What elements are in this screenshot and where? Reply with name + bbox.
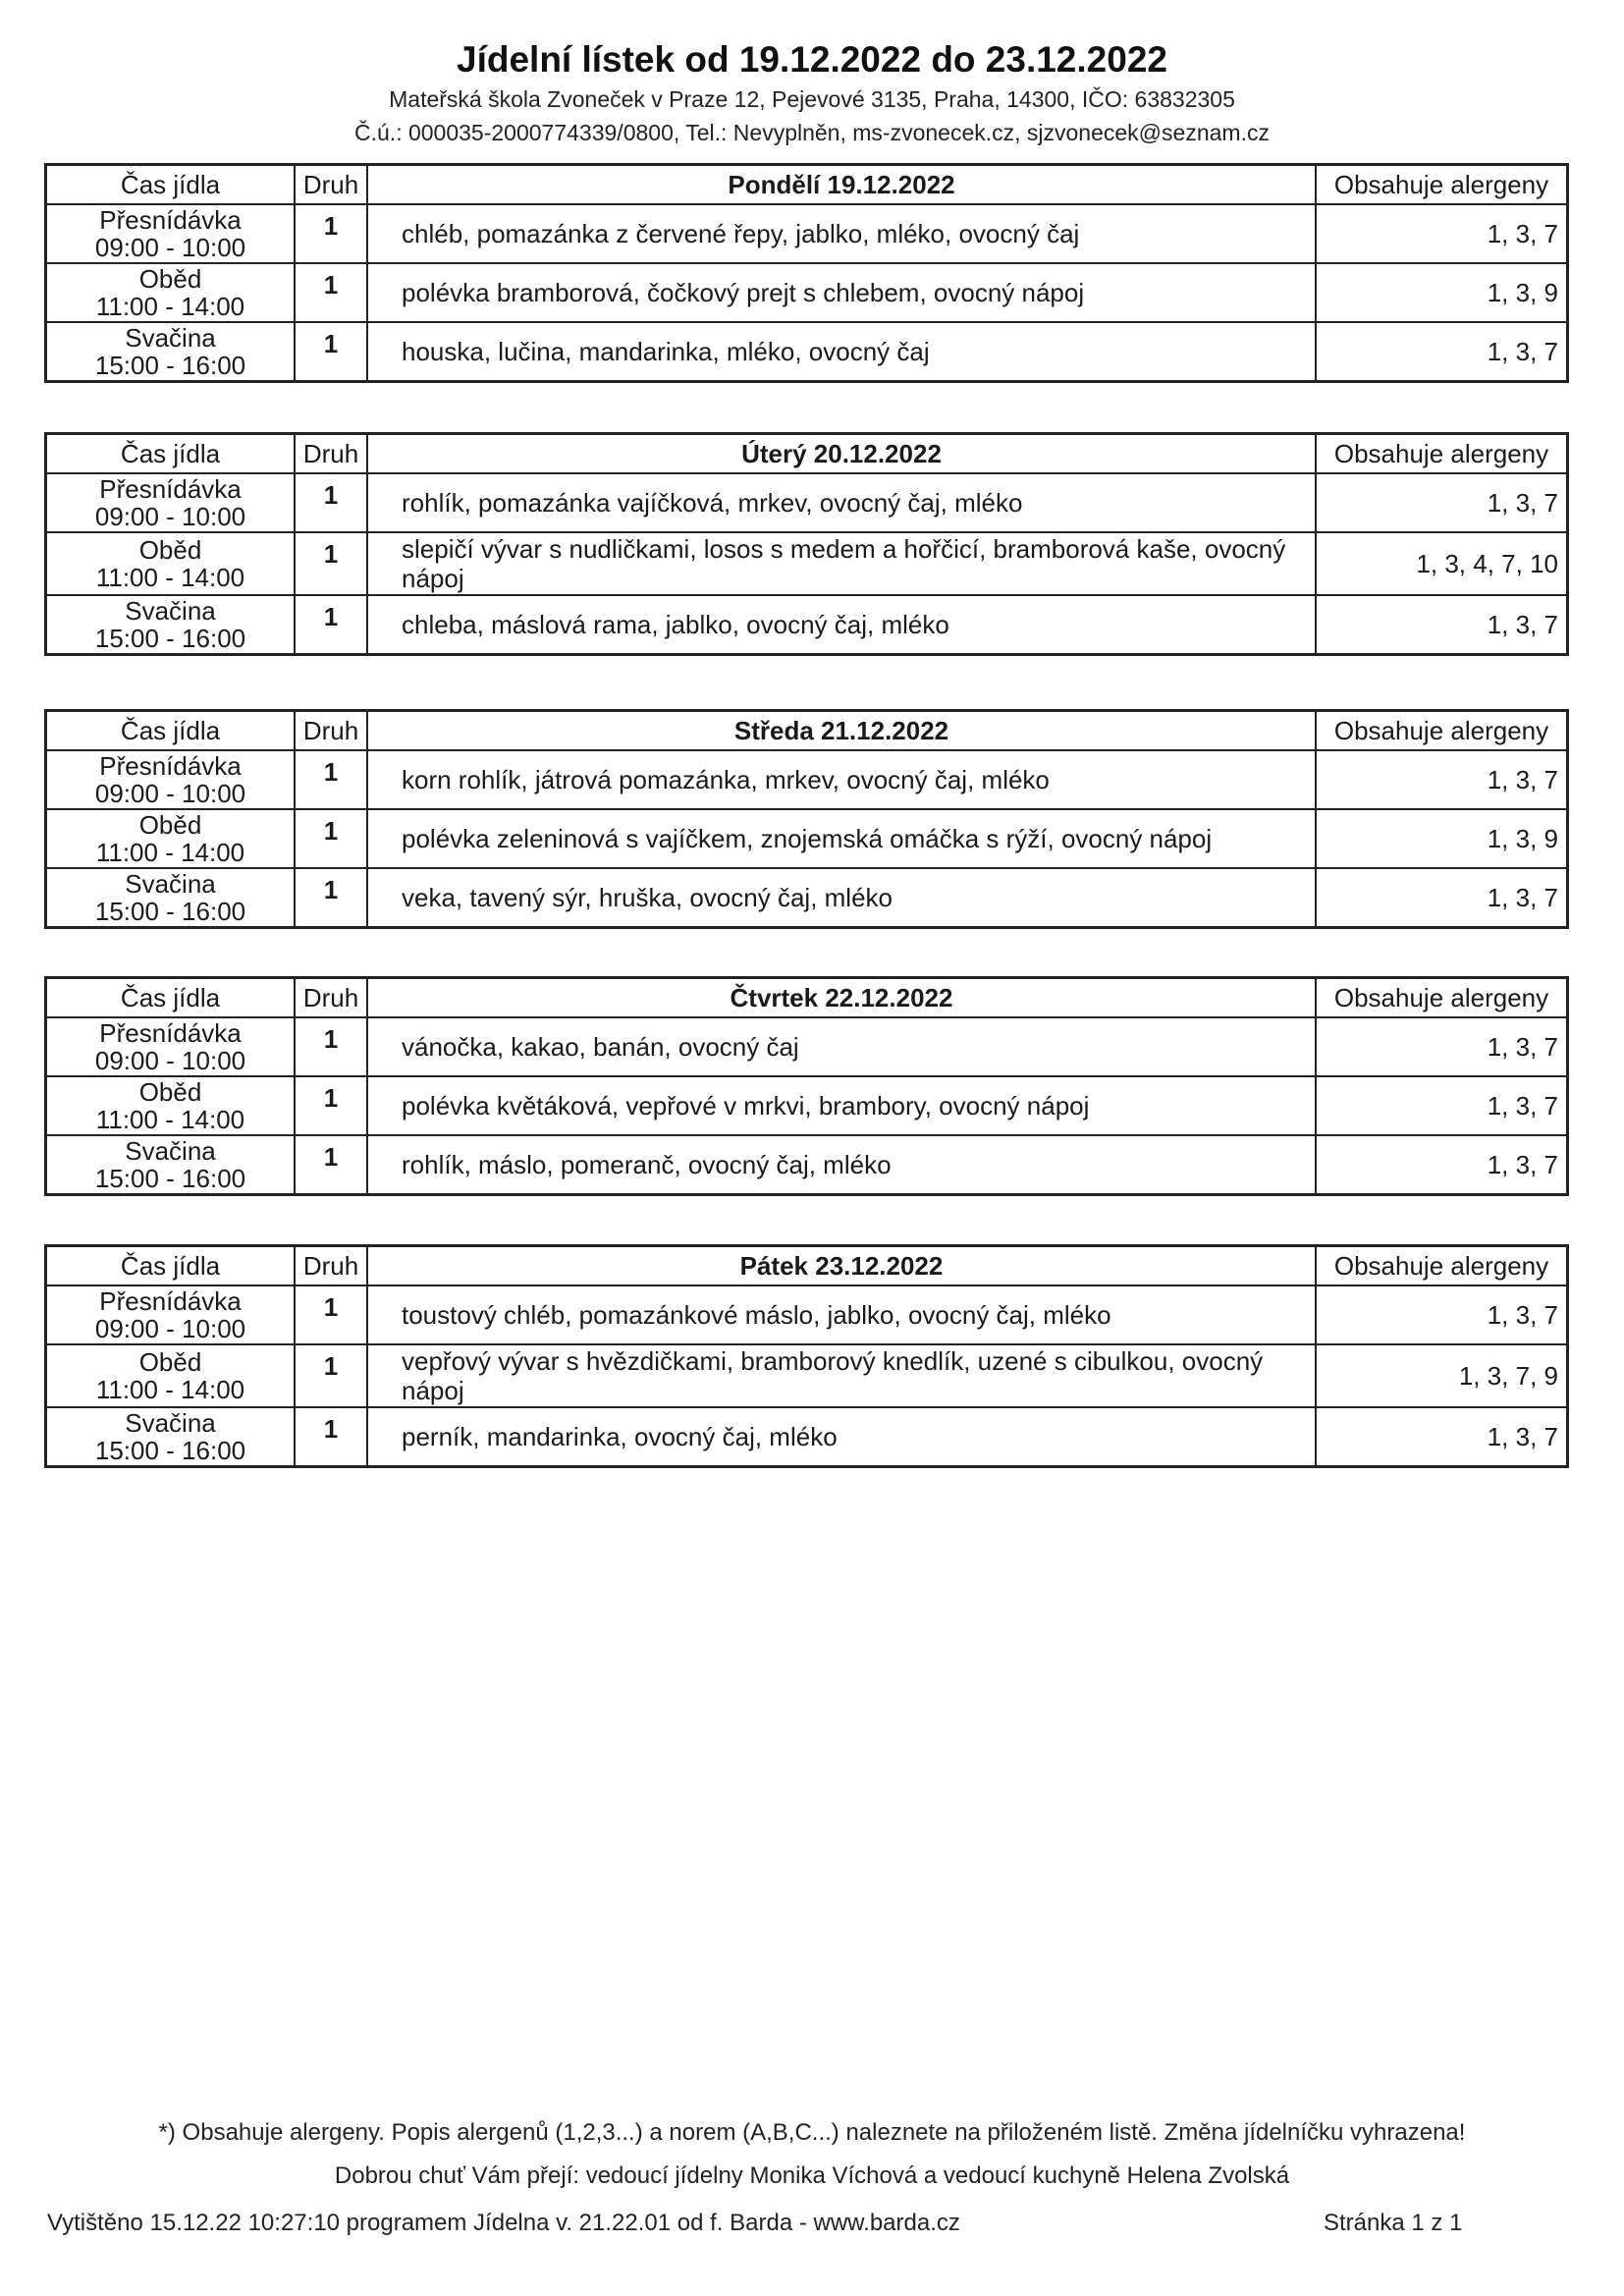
meal-menu-cell [367, 868, 1316, 928]
meal-menu: vánočka, kakao, banán, ovocný čaj [402, 1032, 799, 1062]
meal-time: 11:00 - 14:00 [95, 1375, 245, 1404]
meal-menu-cell [367, 473, 1316, 532]
meal-time: 09:00 - 10:00 [94, 1314, 246, 1343]
meal-menu-cell [367, 532, 1316, 595]
table-row [46, 204, 1568, 263]
column-header-kind: Druh [295, 711, 367, 751]
meal-menu-cell [367, 263, 1316, 322]
column-header-time: Čas jídla [46, 1246, 296, 1286]
meal-allergens: 1, 3, 7 [1316, 750, 1568, 809]
meal-name: Přesnídávka [99, 1286, 242, 1316]
meal-time: 11:00 - 14:00 [95, 292, 245, 321]
column-header-time: Čas jídla [46, 978, 296, 1018]
meal-kind: 1 [323, 270, 339, 300]
meal-kind-cell [295, 1076, 367, 1135]
table-row [46, 1076, 1568, 1135]
meal-kind: 1 [323, 539, 339, 569]
meal-menu-cell [367, 1017, 1316, 1076]
meal-time: 09:00 - 10:00 [94, 233, 246, 262]
column-header-kind: Druh [295, 978, 367, 1018]
meal-menu-cell [367, 595, 1316, 655]
table-row [46, 1135, 1568, 1195]
column-header-kind: Druh [295, 1246, 367, 1286]
column-header-allergens: Obsahuje alergeny [1316, 711, 1568, 751]
table-row [46, 263, 1568, 322]
column-header-time: Čas jídla [46, 165, 296, 205]
meal-time: 15:00 - 16:00 [94, 1436, 246, 1465]
meal-kind-cell [295, 809, 367, 868]
allergen-note: *) Obsahuje alergeny. Popis alergenů (1,2,3...) a norem (A,B,C...) naleznete na přiloženém listě. Změna jídelníčku vyhrazena! [158, 2119, 1466, 2146]
column-header-time: Čas jídla [46, 434, 296, 474]
meal-allergens: 1, 3, 7 [1316, 1076, 1568, 1135]
meal-allergens: 1, 3, 7, 9 [1316, 1344, 1568, 1407]
meal-time-cell [46, 532, 296, 595]
meal-name: Přesnídávka [99, 751, 242, 781]
day-title: Čtvrtek 22.12.2022 [367, 978, 1316, 1018]
meal-time: 15:00 - 16:00 [94, 1164, 246, 1193]
day-title: Pondělí 19.12.2022 [367, 165, 1316, 205]
meal-menu-cell [367, 322, 1316, 382]
meal-kind-cell [295, 322, 367, 382]
page-number: Stránka 1 z 1 [1324, 2210, 1463, 2236]
meal-menu: polévka zeleninová s vajíčkem, znojemská omáčka s rýží, ovocný nápoj [402, 824, 1213, 853]
meal-menu-cell [367, 750, 1316, 809]
meal-allergens: 1, 3, 9 [1316, 809, 1568, 868]
menu-table-wednesday [44, 709, 1569, 929]
meal-allergens: 1, 3, 4, 7, 10 [1316, 532, 1568, 595]
table-row [46, 750, 1568, 809]
meal-menu: korn rohlík, játrová pomazánka, mrkev, ovocný čaj, mléko [402, 765, 1050, 794]
meal-kind-cell [295, 1285, 367, 1344]
day-title: Pátek 23.12.2022 [367, 1246, 1316, 1286]
greeting: Dobrou chuť Vám přejí: vedoucí jídelny Monika Víchová a vedoucí kuchyně Helena Zvolská [334, 2162, 1290, 2189]
meal-menu: houska, lučina, mandarinka, mléko, ovocný čaj [402, 337, 930, 366]
meal-time-cell [46, 750, 296, 809]
meal-name: Oběd [138, 1347, 202, 1377]
meal-time: 15:00 - 16:00 [94, 351, 246, 380]
meal-menu-cell [367, 1076, 1316, 1135]
meal-allergens: 1, 3, 7 [1316, 473, 1568, 532]
meal-name: Oběd [138, 535, 202, 565]
meal-name: Přesnídávka [99, 1018, 242, 1048]
table-row [46, 322, 1568, 382]
meal-kind: 1 [323, 1292, 339, 1322]
meal-allergens: 1, 3, 7 [1316, 1285, 1568, 1344]
meal-name: Svačina [125, 1408, 216, 1438]
column-header-kind: Druh [295, 434, 367, 474]
meal-allergens: 1, 3, 7 [1316, 1407, 1568, 1467]
table-row [46, 473, 1568, 532]
meal-time: 09:00 - 10:00 [94, 502, 246, 531]
meal-allergens: 1, 3, 9 [1316, 263, 1568, 322]
menu-table-monday [44, 163, 1569, 383]
meal-time: 09:00 - 10:00 [94, 779, 246, 808]
meal-time-cell [46, 1076, 296, 1135]
meal-menu: polévka bramborová, čočkový prejt s chlebem, ovocný nápoj [402, 278, 1085, 307]
meal-menu: chléb, pomazánka z červené řepy, jablko, mléko, ovocný čaj [402, 219, 1080, 248]
meal-menu: chleba, máslová rama, jablko, ovocný čaj, mléko [402, 610, 949, 639]
meal-kind-cell [295, 263, 367, 322]
meal-kind-cell [295, 204, 367, 263]
meal-kind-cell [295, 1344, 367, 1407]
meal-name: Oběd [138, 264, 202, 294]
table-row [46, 809, 1568, 868]
meal-menu: toustový chléb, pomazánkové máslo, jablko, ovocný čaj, mléko [402, 1300, 1111, 1330]
meal-kind-cell [295, 595, 367, 655]
meal-time-cell [46, 1285, 296, 1344]
meal-name: Oběd [138, 810, 202, 840]
table-row [46, 1017, 1568, 1076]
document-header [0, 37, 1624, 149]
meal-allergens: 1, 3, 7 [1316, 868, 1568, 928]
meal-name: Svačina [125, 596, 216, 626]
printed-info: Vytištěno 15.12.22 10:27:10 programem Jídelna v. 21.22.01 od f. Barda - www.barda.cz [47, 2210, 960, 2236]
table-row [46, 1407, 1568, 1467]
meal-kind: 1 [323, 329, 339, 358]
meal-menu-cell [367, 204, 1316, 263]
school-address: Mateřská škola Zvoneček v Praze 12, Pejevové 3135, Praha, 14300, IČO: 63832305 [389, 86, 1235, 112]
page-title: Jídelní lístek od 19.12.2022 do 23.12.2022 [457, 39, 1167, 80]
meal-menu-cell [367, 1135, 1316, 1195]
meal-menu: polévka květáková, vepřové v mrkvi, brambory, ovocný nápoj [402, 1091, 1090, 1121]
menu-table-thursday [44, 976, 1569, 1196]
meal-time-cell [46, 809, 296, 868]
meal-kind-cell [295, 1017, 367, 1076]
menu-table-friday [44, 1244, 1569, 1468]
meal-kind: 1 [323, 1083, 339, 1113]
meal-kind-cell [295, 750, 367, 809]
column-header-allergens: Obsahuje alergeny [1316, 1246, 1568, 1286]
meal-menu: veka, tavený sýr, hruška, ovocný čaj, mléko [402, 883, 893, 912]
meal-kind: 1 [323, 211, 339, 241]
meal-menu: vepřový vývar s hvězdičkami, bramborový knedlík, uzené s cibulkou, ovocný nápoj [402, 1346, 1264, 1405]
meal-menu: rohlík, pomazánka vajíčková, mrkev, ovocný čaj, mléko [402, 488, 1023, 518]
meal-kind-cell [295, 1135, 367, 1195]
meal-menu: perník, mandarinka, ovocný čaj, mléko [402, 1422, 838, 1451]
meal-time-cell [46, 322, 296, 382]
meal-kind: 1 [323, 480, 339, 510]
meal-menu-cell [367, 1344, 1316, 1407]
meal-time-cell [46, 204, 296, 263]
column-header-kind: Druh [295, 165, 367, 205]
meal-name: Oběd [138, 1077, 202, 1107]
meal-name: Svačina [125, 869, 216, 899]
day-title: Středa 21.12.2022 [367, 711, 1316, 751]
table-row [46, 532, 1568, 595]
meal-kind: 1 [323, 1024, 339, 1054]
meal-name: Svačina [125, 1136, 216, 1166]
meal-time: 11:00 - 14:00 [95, 563, 245, 592]
meal-kind-cell [295, 1407, 367, 1467]
meal-time: 15:00 - 16:00 [94, 624, 246, 653]
column-header-allergens: Obsahuje alergeny [1316, 165, 1568, 205]
meal-kind-cell [295, 868, 367, 928]
school-contact: Č.ú.: 000035-2000774339/0800, Tel.: Nevyplněn, ms-zvonecek.cz, sjzvonecek@seznam.cz [354, 120, 1270, 145]
meal-time-cell [46, 1017, 296, 1076]
meal-time: 11:00 - 14:00 [95, 1105, 245, 1134]
day-title: Úterý 20.12.2022 [367, 434, 1316, 474]
column-header-allergens: Obsahuje alergeny [1316, 434, 1568, 474]
meal-kind: 1 [323, 602, 339, 631]
meal-time-cell [46, 1407, 296, 1467]
meal-time: 15:00 - 16:00 [94, 897, 246, 926]
table-row [46, 595, 1568, 655]
meal-allergens: 1, 3, 7 [1316, 595, 1568, 655]
meal-allergens: 1, 3, 7 [1316, 204, 1568, 263]
meal-menu: slepičí vývar s nudličkami, losos s medem a hořčicí, bramborová kaše, ovocný nápoj [402, 534, 1286, 593]
meal-allergens: 1, 3, 7 [1316, 1135, 1568, 1195]
column-header-time: Čas jídla [46, 711, 296, 751]
meal-menu: rohlík, máslo, pomeranč, ovocný čaj, mléko [402, 1150, 892, 1179]
meal-kind: 1 [323, 1142, 339, 1172]
meal-time: 09:00 - 10:00 [94, 1046, 246, 1075]
meal-menu-cell [367, 1285, 1316, 1344]
meal-kind: 1 [323, 816, 339, 846]
meal-time-cell [46, 1344, 296, 1407]
meal-time-cell [46, 595, 296, 655]
meal-time-cell [46, 473, 296, 532]
meal-name: Přesnídávka [99, 474, 242, 504]
meal-time-cell [46, 263, 296, 322]
meal-kind-cell [295, 473, 367, 532]
meal-kind-cell [295, 532, 367, 595]
meal-allergens: 1, 3, 7 [1316, 322, 1568, 382]
meal-kind: 1 [323, 875, 339, 904]
meal-kind: 1 [323, 1414, 339, 1444]
menu-table-tuesday [44, 432, 1569, 656]
table-row [46, 1285, 1568, 1344]
meal-menu-cell [367, 809, 1316, 868]
meal-name: Přesnídávka [99, 205, 242, 235]
meal-name: Svačina [125, 323, 216, 353]
meal-allergens: 1, 3, 7 [1316, 1017, 1568, 1076]
meal-kind: 1 [323, 757, 339, 787]
table-row [46, 1344, 1568, 1407]
column-header-allergens: Obsahuje alergeny [1316, 978, 1568, 1018]
table-row [46, 868, 1568, 928]
meal-time-cell [46, 1135, 296, 1195]
meal-time: 11:00 - 14:00 [95, 838, 245, 867]
meal-kind: 1 [323, 1351, 339, 1381]
meal-menu-cell [367, 1407, 1316, 1467]
meal-time-cell [46, 868, 296, 928]
